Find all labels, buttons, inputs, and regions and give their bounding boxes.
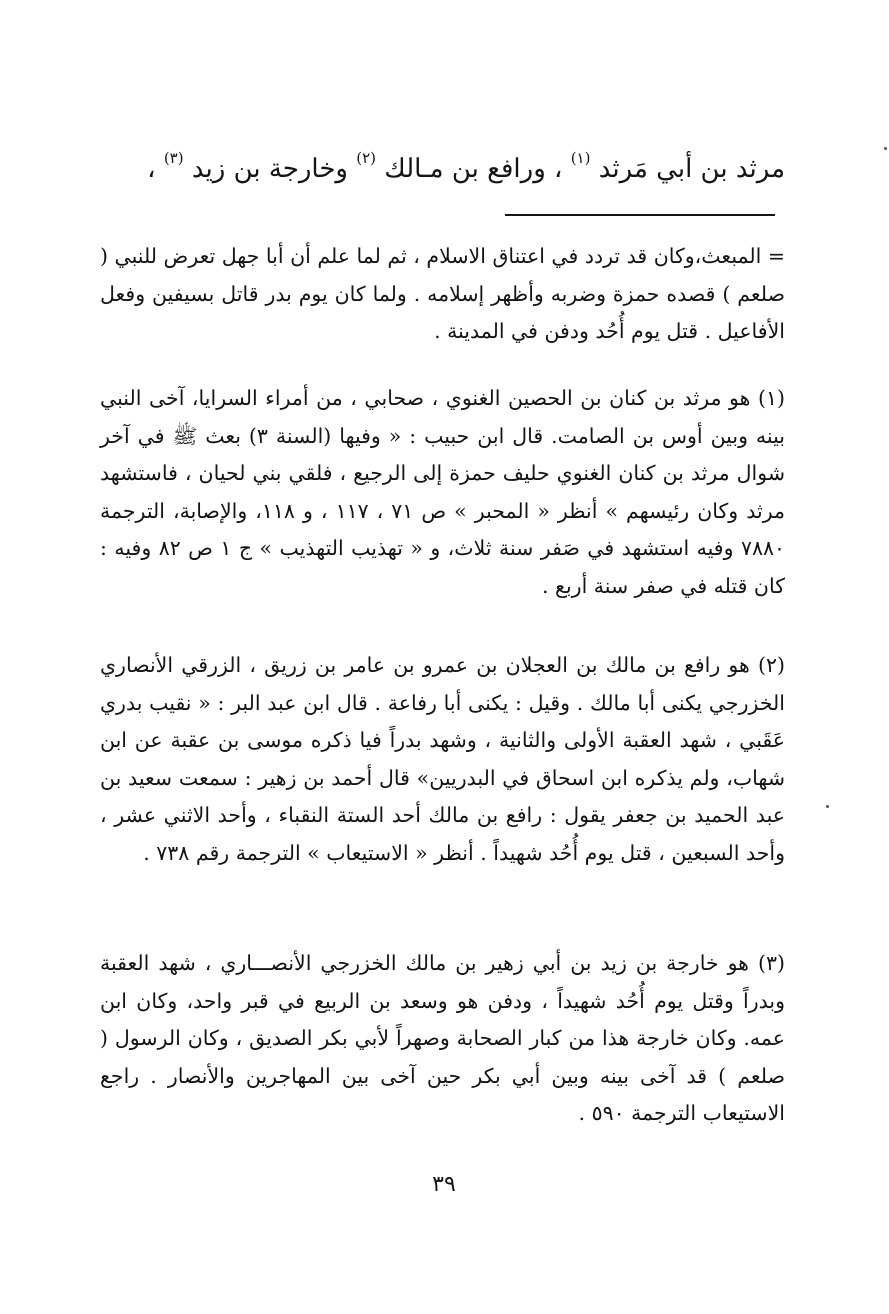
main-text-part3: وخارجة بن زيد	[191, 154, 348, 184]
main-text-line	[100, 128, 785, 188]
scan-speck	[826, 805, 829, 808]
footnote-ref-3: (٣)	[163, 149, 184, 167]
footnote-ref-2: (٢)	[356, 149, 377, 167]
footnote-ref-1: (١)	[570, 149, 591, 167]
footnote-2	[100, 647, 785, 873]
footnote-continued-text: = المبعث،وكان قد تردد في اعتناق الاسلام ، ثم لما علم أن أبا جهل تعرض للنبي ( صلعم ) قصده حمزة وضربه وأظهر إسلامه . ولما كان يوم بدر قاتل بسيفين وفعل الأفاعيل . قتل يوم أُحُد ودفن في المدينة .	[100, 244, 785, 344]
footnote-1	[100, 380, 785, 606]
footnote-3-text: (٣) هو خارجة بن زيد بن أبي زهير بن مالك الخزرجي الأنصـــاري ، شهد العقبة وبدراً وقتل يوم أُحُد شهيداً ، ودفن هو وسعد بن الربيع في قبر واحد، وكان ابن عمه. وكان خارجة هذا من كبار الصحابة وصهراً لأبي بكر الصديق ، وكان الرسول ( صلعم ) قد آخى بينه وبين أبي بكر حين آخى بين المهاجرين والأنصار . راجع الاستيعاب الترجمة ٥٩٠ .	[100, 951, 785, 1126]
footnote-continued	[100, 238, 785, 351]
footnote-1-text: (١) هو مرثد بن كنان بن الحصين الغنوي ، صحابي ، من أمراء السرايا، آخى النبي بينه وبين أوس بن الصامت. قال ابن حبيب : « وفيها (السنة ٣) بعث ﷺ في آخر شوال مرثد بن كنان الغنوي حليف حمزة إلى الرجيع ، فلقي بني لحيان ، فاستشهد مرثد وكان رئيسهم » أنظر « المحبر » ص ٧١ ، ١١٧ ، و ١١٨، والإصابة، الترجمة ٧٨٨٠ وفيه استشهد في صَفر سنة ثلاث، و « تهذيب التهذيب » ج ١ ص ٨٢ وفيه : كان قتله في صفر سنة أربع .	[100, 386, 786, 598]
scan-speck	[884, 147, 887, 150]
page-number: ٣٩	[432, 1172, 456, 1197]
main-text-part1: مرثد بن أبي مَرثد	[598, 154, 785, 184]
main-text-part4: ،	[147, 154, 156, 184]
main-text-part2: ، ورافع بن مـالك	[384, 154, 563, 184]
footnote-separator	[505, 214, 775, 216]
footnote-3	[100, 945, 785, 1133]
footnote-2-text: (٢) هو رافع بن مالك بن العجلان بن عمرو بن عامر بن زريق ، الزرقي الأنصاري الخزرجي يكنى أبا مالك . وقيل : يكنى أبا رفاعة . قال ابن عبد البر : « نقيب بدري عَقَبي ، شهد العقبة الأولى والثانية ، وشهد بدراً فيا ذكره موسى بن عقبة عن ابن شهاب، ولم يذكره ابن اسحاق في البدريين» قال أحمد بن زهير : سمعت سعيد بن عبد الحميد بن جعفر يقول : رافع بن مالك أحد الستة النقباء ، وأحد الاثني عشر ، وأحد السبعين ، قتل يوم أُحُد شهيداً . أنظر « الاستيعاب » الترجمة رقم ٧٣٨ .	[100, 653, 785, 865]
